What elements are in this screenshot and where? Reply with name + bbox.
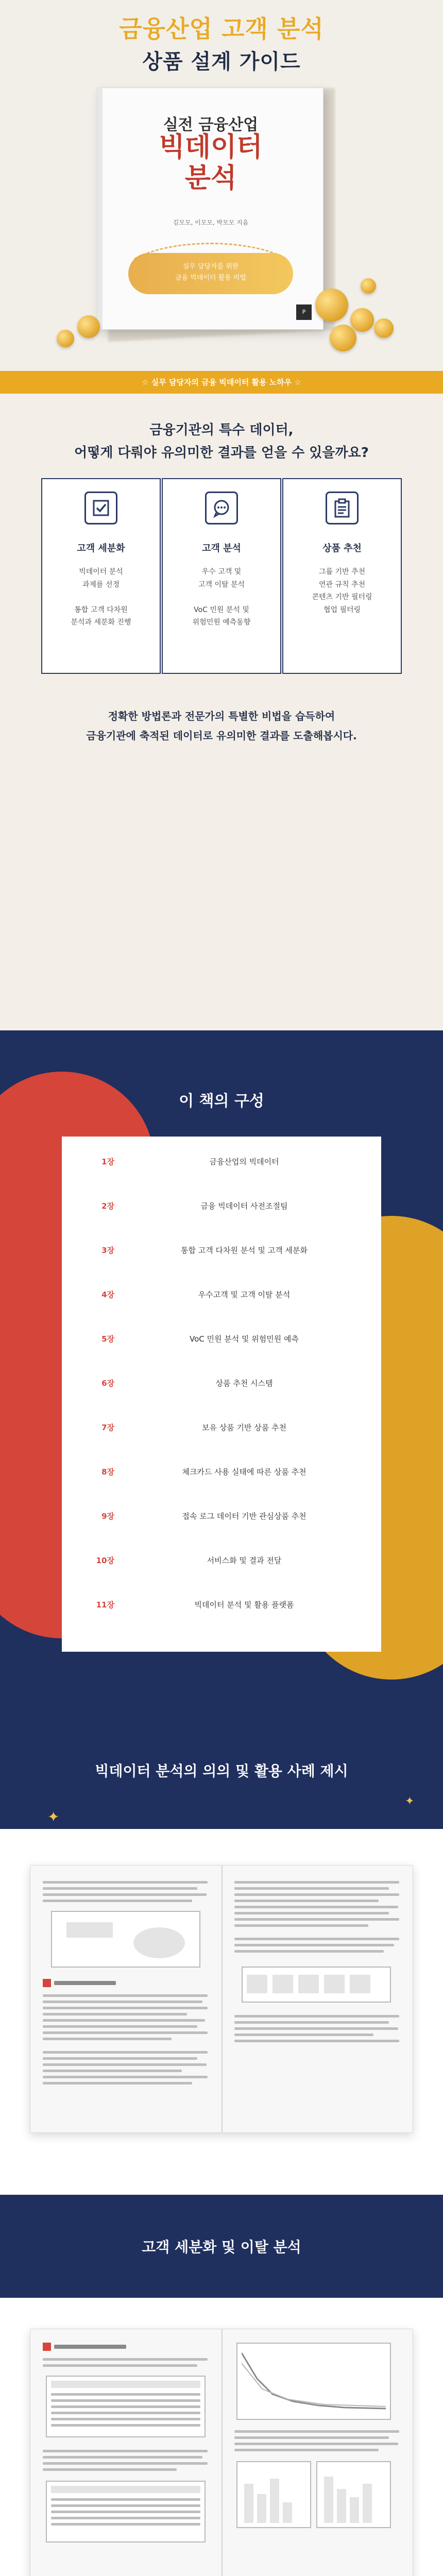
feature-card-analysis <box>162 478 281 674</box>
toc-chapter-number: 6장 <box>101 1378 114 1388</box>
book-cover <box>97 88 323 330</box>
coin-icon <box>77 315 100 338</box>
cover-subtitle: 실전 금융산업 <box>163 116 259 134</box>
preview-chart-graphic <box>242 2348 386 2415</box>
toc-title: 이 책의 구성 <box>179 1092 264 1110</box>
toc-chapter-title: 금융산업의 빅데이터 <box>209 1157 279 1166</box>
coin-icon <box>57 330 74 347</box>
toc-chapter-number: 9장 <box>101 1511 114 1521</box>
feature-card-title: 고객 세분화 <box>77 543 125 554</box>
checkbox-icon <box>84 492 117 524</box>
toc-item <box>62 1590 381 1619</box>
sparkle-icon: ✦ <box>405 1795 415 1808</box>
toc-item <box>62 1324 381 1353</box>
hero-title-line1: 금융산업 고객 분석 <box>119 15 324 43</box>
clipboard-icon <box>326 492 359 524</box>
toc-chapter-number: 3장 <box>101 1245 114 1255</box>
feature-card-title: 상품 추천 <box>322 543 362 554</box>
tagline-banner <box>0 371 443 394</box>
publisher-logo-icon: P <box>296 304 312 320</box>
page-spread-image <box>30 2329 413 2576</box>
section-preview-segmentation <box>0 2298 443 2576</box>
toc-chapter-title: VoC 민원 분석 및 위험민원 예측 <box>190 1334 299 1344</box>
toc-chapter-title: 접속 로그 데이터 기반 관심상품 추천 <box>182 1511 306 1521</box>
feature-card-text: 우수 고객 및 고객 이탈 분석 VoC 민원 분석 및 위험민원 예측동향 <box>192 568 251 626</box>
feature-card-text: 그룹 기반 추천 연관 규칙 추천 콘텐츠 기반 필터링 협업 필터링 <box>312 568 372 614</box>
toc-chapter-title: 보유 상품 기반 상품 추천 <box>202 1422 286 1432</box>
toc-chapter-number: 7장 <box>101 1422 114 1432</box>
feature-card-text: 빅데이터 분석 과제를 선정 통합 고객 다차원 분석과 세분화 진행 <box>71 568 131 626</box>
toc-chapter-number: 2장 <box>101 1201 114 1211</box>
coin-icon <box>361 278 376 294</box>
toc-item <box>62 1501 381 1530</box>
toc-section <box>0 1030 443 1710</box>
section-title: 고객 세분화 및 이탈 분석 <box>142 2239 301 2256</box>
intro-question-line2: 어떻게 다뤄야 유의미한 결과를 얻을 수 있을까요? <box>74 445 369 461</box>
intro-summary-line1: 정확한 방법론과 전문가의 특별한 비법을 습득하여 <box>108 710 335 722</box>
section-header-segmentation <box>0 2195 443 2298</box>
coin-icon <box>350 308 374 332</box>
toc-item <box>62 1413 381 1442</box>
toc-chapter-title: 빅데이터 분석 및 활용 플랫폼 <box>194 1600 294 1609</box>
coin-icon <box>315 289 348 321</box>
cover-tagline: 실무 담당자를 위한 금융 빅데이터 활용 비법 <box>175 263 246 282</box>
toc-chapter-number: 5장 <box>101 1334 114 1344</box>
toc-item <box>62 1191 381 1220</box>
cover-authors: 김모모, 이모모, 박모모 지음 <box>173 219 249 226</box>
spread-gutter <box>222 1866 223 2132</box>
toc-chapter-number: 8장 <box>101 1467 114 1477</box>
banner-text: ☆ 실무 담당자의 금융 빅데이터 활용 노하우 ☆ <box>142 378 301 387</box>
toc-chapter-number: 4장 <box>101 1290 114 1299</box>
intro-summary-line2: 금융기관에 축적된 데이터로 유의미한 결과를 도출해봅시다. <box>86 730 357 742</box>
toc-item <box>62 1235 381 1264</box>
sparkle-icon: ✦ <box>47 1808 60 1825</box>
toc-chapter-number: 1장 <box>101 1157 114 1166</box>
spread-gutter <box>222 2329 223 2576</box>
hero-section <box>0 0 443 371</box>
toc-list <box>62 1137 381 1652</box>
feature-card-recommendation <box>282 478 402 674</box>
hero-title-line2: 상품 설계 가이드 <box>142 50 301 74</box>
toc-item <box>62 1546 381 1574</box>
section-header-usecases <box>0 1710 443 1829</box>
toc-chapter-title: 우수고객 및 고객 이탈 분석 <box>198 1290 291 1299</box>
page-spread-image <box>30 1865 413 2133</box>
toc-chapter-title: 통합 고객 다차원 분석 및 고객 세분화 <box>181 1245 308 1255</box>
toc-chapter-title: 금융 빅데이터 사전조절팀 <box>200 1201 288 1211</box>
feature-card-title: 고객 분석 <box>202 543 241 554</box>
toc-item <box>62 1147 381 1176</box>
toc-chapter-number: 10장 <box>96 1555 114 1565</box>
cover-main-title: 빅데이터 분석 <box>159 132 263 194</box>
toc-chapter-title: 상품 추천 시스템 <box>215 1378 273 1388</box>
coin-icon <box>330 325 356 351</box>
toc-chapter-title: 서비스화 및 결과 전달 <box>207 1555 282 1565</box>
feature-card-segmentation <box>41 478 161 674</box>
toc-item <box>62 1457 381 1486</box>
toc-chapter-title: 체크카드 사용 실태에 따른 상품 추천 <box>182 1467 306 1477</box>
intro-section <box>0 394 443 1030</box>
section-preview-usecases <box>0 1829 443 2195</box>
intro-question-line1: 금융기관의 특수 데이터, <box>149 422 294 438</box>
coin-icon <box>374 318 394 338</box>
chat-icon <box>205 492 238 524</box>
toc-item <box>62 1368 381 1397</box>
section-title: 빅데이터 분석의 의의 및 활용 사례 제시 <box>95 1762 348 1780</box>
toc-chapter-number: 11장 <box>96 1600 114 1609</box>
toc-item <box>62 1280 381 1309</box>
